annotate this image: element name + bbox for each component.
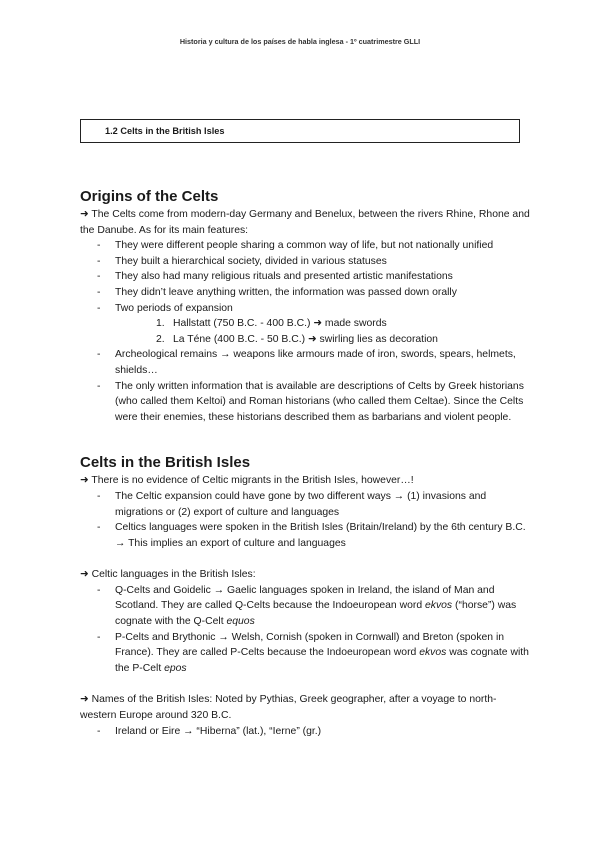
page-content — [80, 188, 530, 739]
list-item — [115, 583, 530, 630]
page-header: Historia y cultura de los países de habla inglesa - 1º cuatrimestre GLLI — [179, 37, 421, 46]
list-item — [156, 316, 530, 332]
heading-origins: Origins of the Celts — [80, 188, 219, 205]
origins-intro: ➜ The Celts come from modern-day Germany and Benelux, between the rivers Rhine, Rhone and the Danube. As for its main features: — [80, 209, 530, 236]
pcelts-text-2: was cognate with the P-Celt — [115, 647, 529, 674]
pcelts-text: P-Celts and Brythonic → Welsh, Cornish (spoken in Cornwall) and Breton (spoken in France). They are called P-Celts because the Indoeuropean word — [115, 631, 505, 659]
pcelts-word-epos: epos — [164, 662, 187, 674]
list-item: - They were different people sharing a common way of life, but not nationally unified — [115, 238, 530, 254]
list-item — [115, 301, 530, 348]
origins-features-list — [80, 238, 530, 425]
list-item: - Archeological remains → weapons like armours made of iron, swords, spears, helmets, shields… — [115, 347, 530, 378]
qcelts-text-2: (“horse”) was cognate with the Q-Celt — [115, 600, 517, 628]
qcelts-word-ekvos: ekvos — [424, 600, 453, 612]
list-item: - They didn’t leave anything written, the information was passed down orally — [115, 285, 530, 301]
section-title: 1.2 Celts in the British Isles — [105, 126, 225, 136]
list-item — [115, 630, 530, 677]
period-text: La Téne (400 B.C. - 50 B.C.) ➜ swirling lies as decoration — [173, 333, 438, 345]
list-number: 2. — [156, 333, 165, 345]
celts-isles-intro: ➜ There is no evidence of Celtic migrants in the British Isles, however…! — [80, 475, 414, 487]
names-list — [80, 724, 530, 740]
list-item: - Celtics languages were spoken in the British Isles (Britain/Ireland) by the 6th century B.C. → This implies an export of culture and languages — [115, 520, 530, 551]
expansion-list — [80, 489, 530, 551]
pcelts-word-ekvos: ekvos — [419, 647, 447, 659]
qcelts-word-equos: equos — [226, 616, 255, 628]
languages-list — [80, 583, 530, 677]
list-item-text: Two periods of expansion — [115, 302, 233, 314]
names-intro: ➜ Names of the British Isles: Noted by Pythias, Greek geographer, after a voyage to north-western Europe around 320 B.C. — [80, 694, 497, 722]
period-text: Hallstatt (750 B.C. - 400 B.C.) ➜ made swords — [173, 318, 387, 330]
list-item — [156, 332, 530, 348]
languages-intro: ➜ Celtic languages in the British Isles: — [80, 569, 256, 581]
list-item: - They built a hierarchical society, divided in various statuses — [115, 254, 530, 270]
list-item: - The only written information that is available are descriptions of Celts by Greek historians (who called them Keltoi) and Roman historians (who called them Celtae). Since the Celts were their enemies, these historians described them as barbarians and violent people. — [115, 379, 530, 426]
list-item: - They also had many religious rituals and presented artistic manifestations — [115, 269, 530, 285]
list-item: - The Celtic expansion could have gone by two different ways → (1) invasions and migrations or (2) export of culture and languages — [115, 489, 530, 520]
list-number: 1. — [156, 318, 165, 330]
qcelts-text: Q-Celts and Goidelic → Gaelic languages spoken in Ireland, the island of Man and Scotland. They are called Q-Celts because the Indoeuropean word — [115, 584, 495, 612]
section-title-box — [80, 119, 520, 143]
expansion-periods-list — [115, 316, 530, 347]
heading-celts-british-isles: Celts in the British Isles — [80, 454, 251, 472]
list-item: - Ireland or Eire → “Hiberna” (lat.), “Ierne” (gr.) — [115, 724, 530, 740]
